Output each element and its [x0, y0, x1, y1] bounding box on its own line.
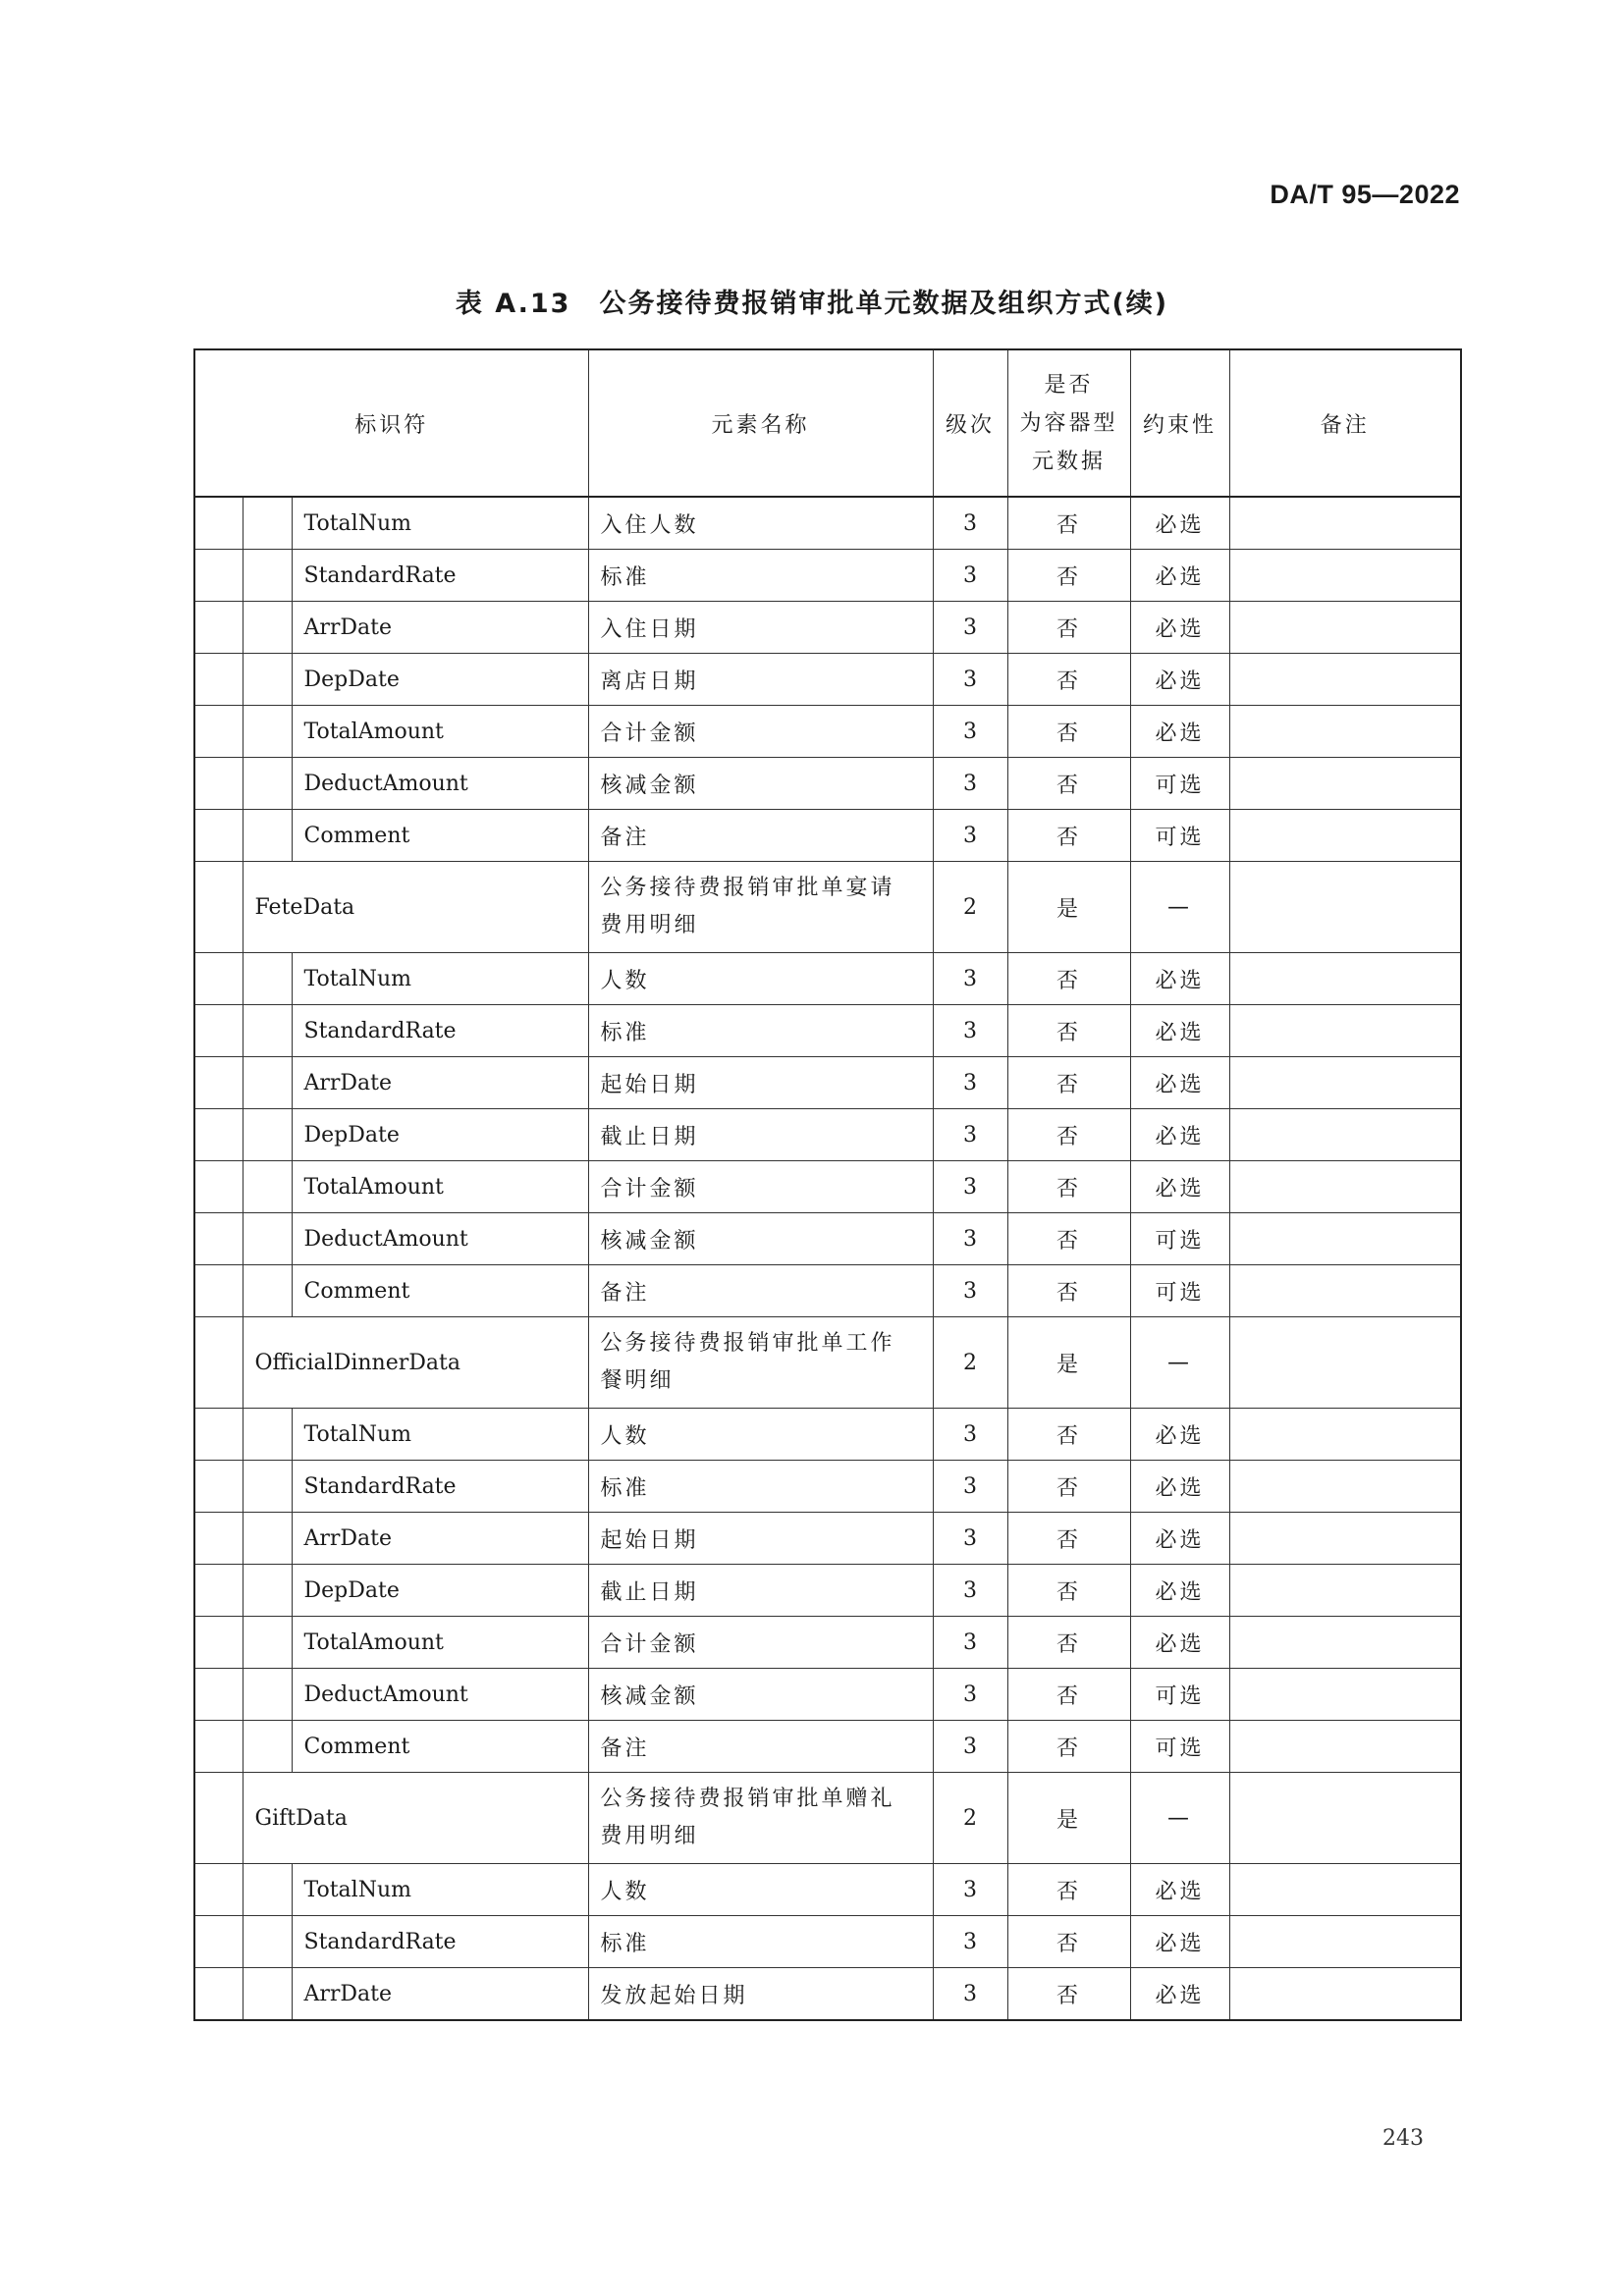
indent-cell [194, 1513, 243, 1565]
indent-cell [194, 1721, 243, 1773]
table-row [194, 1617, 1461, 1669]
indent-cell [243, 550, 292, 602]
col-header-container-line2: 为容器型 [1019, 410, 1118, 436]
indent-cell [243, 758, 292, 810]
identifier-cell: ArrDate [292, 1968, 588, 2021]
element-name-cell: 核减金额 [588, 1669, 933, 1721]
indent-cell [194, 1968, 243, 2021]
level-cell: 3 [933, 1617, 1007, 1669]
indent-cell [194, 758, 243, 810]
constraint-cell: — [1130, 1317, 1229, 1409]
table-row [194, 550, 1461, 602]
table-title: 表 A.13 公务接待费报销审批单元数据及组织方式(续) [455, 289, 1169, 319]
constraint-cell: 必选 [1130, 706, 1229, 758]
level-cell: 3 [933, 1409, 1007, 1461]
indent-cell [243, 1057, 292, 1109]
identifier-cell: Comment [292, 1265, 588, 1317]
indent-cell [243, 706, 292, 758]
indent-cell [194, 1057, 243, 1109]
level-cell: 3 [933, 1513, 1007, 1565]
element-name-cell: 人数 [588, 1409, 933, 1461]
indent-cell [194, 497, 243, 550]
level-cell: 3 [933, 550, 1007, 602]
indent-cell [243, 1721, 292, 1773]
container-cell: 否 [1007, 706, 1130, 758]
table-row [194, 1317, 1461, 1409]
table-row [194, 497, 1461, 550]
element-name-cell: 标准 [588, 1461, 933, 1513]
page-number: 243 [1382, 2126, 1424, 2151]
col-header-identifier: 标识符 [194, 349, 588, 497]
indent-cell [194, 1773, 243, 1864]
indent-cell [243, 1864, 292, 1916]
indent-cell [243, 1565, 292, 1617]
indent-cell [194, 602, 243, 654]
constraint-cell: 可选 [1130, 1669, 1229, 1721]
element-name-cell [588, 862, 933, 953]
remark-cell [1229, 1005, 1461, 1057]
indent-cell [243, 1005, 292, 1057]
constraint-cell: 必选 [1130, 1461, 1229, 1513]
element-name-cell: 入住日期 [588, 602, 933, 654]
indent-cell [243, 497, 292, 550]
table-row [194, 1669, 1461, 1721]
element-name-cell: 入住人数 [588, 497, 933, 550]
level-cell: 3 [933, 1005, 1007, 1057]
indent-cell [243, 602, 292, 654]
level-cell: 3 [933, 1721, 1007, 1773]
indent-cell [243, 1916, 292, 1968]
constraint-cell: 必选 [1130, 1916, 1229, 1968]
identifier-cell: TotalNum [292, 953, 588, 1005]
table-row [194, 1109, 1461, 1161]
level-cell: 3 [933, 1213, 1007, 1265]
remark-cell [1229, 1057, 1461, 1109]
constraint-cell: — [1130, 862, 1229, 953]
element-name-line2: 餐明细 [600, 1368, 675, 1393]
indent-cell [243, 1109, 292, 1161]
level-cell: 3 [933, 1565, 1007, 1617]
element-name-cell: 备注 [588, 1721, 933, 1773]
table-row [194, 953, 1461, 1005]
identifier-cell: StandardRate [292, 550, 588, 602]
remark-cell [1229, 1968, 1461, 2021]
container-cell: 是 [1007, 1317, 1130, 1409]
indent-cell [243, 1265, 292, 1317]
level-cell: 3 [933, 1916, 1007, 1968]
indent-cell [243, 1968, 292, 2021]
level-cell: 3 [933, 1669, 1007, 1721]
level-cell: 3 [933, 1161, 1007, 1213]
remark-cell [1229, 1916, 1461, 1968]
indent-cell [194, 1161, 243, 1213]
element-name-cell: 备注 [588, 810, 933, 862]
container-cell: 否 [1007, 602, 1130, 654]
indent-cell [194, 706, 243, 758]
indent-cell [194, 1005, 243, 1057]
indent-cell [194, 862, 243, 953]
indent-cell [243, 1461, 292, 1513]
indent-cell [194, 550, 243, 602]
identifier-cell: TotalNum [292, 1864, 588, 1916]
remark-cell [1229, 706, 1461, 758]
constraint-cell: 必选 [1130, 1968, 1229, 2021]
indent-cell [194, 1461, 243, 1513]
indent-cell [243, 654, 292, 706]
table-row [194, 1565, 1461, 1617]
level-cell: 3 [933, 706, 1007, 758]
remark-cell [1229, 1213, 1461, 1265]
container-cell: 否 [1007, 1721, 1130, 1773]
constraint-cell: 必选 [1130, 602, 1229, 654]
remark-cell [1229, 1864, 1461, 1916]
element-name-cell: 备注 [588, 1265, 933, 1317]
table-row [194, 1005, 1461, 1057]
element-name-cell: 标准 [588, 1916, 933, 1968]
identifier-cell: OfficialDinnerData [243, 1317, 588, 1409]
indent-cell [243, 1669, 292, 1721]
identifier-cell: StandardRate [292, 1916, 588, 1968]
col-header-remark: 备注 [1229, 349, 1461, 497]
identifier-cell: TotalAmount [292, 1161, 588, 1213]
remark-cell [1229, 1109, 1461, 1161]
table-row [194, 1409, 1461, 1461]
level-cell: 3 [933, 654, 1007, 706]
table-row [194, 1461, 1461, 1513]
indent-cell [194, 1669, 243, 1721]
identifier-cell: TotalNum [292, 1409, 588, 1461]
container-cell: 否 [1007, 1265, 1130, 1317]
container-cell: 否 [1007, 1513, 1130, 1565]
remark-cell [1229, 1317, 1461, 1409]
indent-cell [194, 953, 243, 1005]
level-cell: 3 [933, 1109, 1007, 1161]
table-row [194, 810, 1461, 862]
col-header-container-line3: 元数据 [1032, 449, 1107, 474]
table-row [194, 706, 1461, 758]
level-cell: 3 [933, 497, 1007, 550]
col-header-constraint: 约束性 [1130, 349, 1229, 497]
remark-cell [1229, 654, 1461, 706]
element-name-cell: 标准 [588, 1005, 933, 1057]
element-name-cell: 合计金额 [588, 1617, 933, 1669]
remark-cell [1229, 1461, 1461, 1513]
container-cell: 否 [1007, 1109, 1130, 1161]
constraint-cell: 必选 [1130, 654, 1229, 706]
level-cell: 3 [933, 1968, 1007, 2021]
element-name-cell: 起始日期 [588, 1513, 933, 1565]
remark-cell [1229, 1161, 1461, 1213]
remark-cell [1229, 1409, 1461, 1461]
element-name-line2: 费用明细 [600, 1824, 699, 1848]
remark-cell [1229, 953, 1461, 1005]
identifier-cell: GiftData [243, 1773, 588, 1864]
element-name-cell: 截止日期 [588, 1109, 933, 1161]
element-name-line1: 公务接待费报销审批单赠礼 [600, 1787, 895, 1811]
container-cell: 否 [1007, 654, 1130, 706]
constraint-cell: 必选 [1130, 953, 1229, 1005]
table-row [194, 654, 1461, 706]
identifier-cell: ArrDate [292, 1057, 588, 1109]
table-row [194, 862, 1461, 953]
constraint-cell: 可选 [1130, 1721, 1229, 1773]
metadata-table [193, 348, 1462, 2021]
table-row [194, 602, 1461, 654]
constraint-cell: 必选 [1130, 1565, 1229, 1617]
container-cell: 否 [1007, 550, 1130, 602]
container-cell: 否 [1007, 1409, 1130, 1461]
element-name-cell: 核减金额 [588, 1213, 933, 1265]
table-row [194, 1161, 1461, 1213]
remark-cell [1229, 1513, 1461, 1565]
col-header-level: 级次 [933, 349, 1007, 497]
indent-cell [243, 810, 292, 862]
container-cell: 否 [1007, 1161, 1130, 1213]
container-cell: 否 [1007, 953, 1130, 1005]
container-cell: 否 [1007, 1669, 1130, 1721]
identifier-cell: ArrDate [292, 602, 588, 654]
identifier-cell: ArrDate [292, 1513, 588, 1565]
remark-cell [1229, 1669, 1461, 1721]
identifier-cell: FeteData [243, 862, 588, 953]
level-cell: 3 [933, 1461, 1007, 1513]
table-body [194, 497, 1461, 2020]
identifier-cell: TotalAmount [292, 1617, 588, 1669]
indent-cell [243, 1513, 292, 1565]
indent-cell [194, 1213, 243, 1265]
standard-code: DA/T 95—2022 [1270, 180, 1460, 209]
constraint-cell: 必选 [1130, 1409, 1229, 1461]
identifier-cell: Comment [292, 1721, 588, 1773]
col-header-element-name: 元素名称 [588, 349, 933, 497]
remark-cell [1229, 1721, 1461, 1773]
element-name-cell: 离店日期 [588, 654, 933, 706]
col-header-container [1007, 349, 1130, 497]
constraint-cell: 可选 [1130, 1265, 1229, 1317]
element-name-cell [588, 1317, 933, 1409]
identifier-cell: StandardRate [292, 1005, 588, 1057]
container-cell: 是 [1007, 862, 1130, 953]
constraint-cell: 必选 [1130, 1617, 1229, 1669]
indent-cell [194, 654, 243, 706]
level-cell: 2 [933, 1773, 1007, 1864]
container-cell: 否 [1007, 1968, 1130, 2021]
element-name-cell [588, 1773, 933, 1864]
table-row [194, 1213, 1461, 1265]
identifier-cell: TotalNum [292, 497, 588, 550]
col-header-container-line1: 是否 [1044, 372, 1094, 398]
remark-cell [1229, 1565, 1461, 1617]
table-row [194, 1721, 1461, 1773]
element-name-cell: 标准 [588, 550, 933, 602]
constraint-cell: 必选 [1130, 1513, 1229, 1565]
table-row [194, 1864, 1461, 1916]
indent-cell [194, 1864, 243, 1916]
element-name-cell: 起始日期 [588, 1057, 933, 1109]
constraint-cell: — [1130, 1773, 1229, 1864]
level-cell: 3 [933, 1864, 1007, 1916]
level-cell: 3 [933, 953, 1007, 1005]
constraint-cell: 可选 [1130, 758, 1229, 810]
container-cell: 否 [1007, 810, 1130, 862]
constraint-cell: 可选 [1130, 810, 1229, 862]
constraint-cell: 可选 [1130, 1213, 1229, 1265]
identifier-cell: DepDate [292, 654, 588, 706]
level-cell: 2 [933, 862, 1007, 953]
element-name-line1: 公务接待费报销审批单工作 [600, 1331, 895, 1356]
indent-cell [243, 1213, 292, 1265]
table-row [194, 758, 1461, 810]
identifier-cell: DepDate [292, 1109, 588, 1161]
identifier-cell: DeductAmount [292, 758, 588, 810]
remark-cell [1229, 497, 1461, 550]
level-cell: 2 [933, 1317, 1007, 1409]
container-cell: 否 [1007, 1565, 1130, 1617]
identifier-cell: DeductAmount [292, 1669, 588, 1721]
indent-cell [194, 1617, 243, 1669]
container-cell: 否 [1007, 758, 1130, 810]
container-cell: 否 [1007, 1916, 1130, 1968]
container-cell: 否 [1007, 497, 1130, 550]
indent-cell [194, 1109, 243, 1161]
indent-cell [194, 1409, 243, 1461]
element-name-cell: 发放起始日期 [588, 1968, 933, 2021]
remark-cell [1229, 862, 1461, 953]
element-name-cell: 合计金额 [588, 1161, 933, 1213]
container-cell: 否 [1007, 1864, 1130, 1916]
container-cell: 否 [1007, 1617, 1130, 1669]
constraint-cell: 必选 [1130, 1109, 1229, 1161]
container-cell: 否 [1007, 1213, 1130, 1265]
container-cell: 否 [1007, 1461, 1130, 1513]
table-row [194, 1916, 1461, 1968]
indent-cell [194, 1565, 243, 1617]
header-row [194, 349, 1461, 497]
level-cell: 3 [933, 810, 1007, 862]
constraint-cell: 必选 [1130, 550, 1229, 602]
identifier-cell: DepDate [292, 1565, 588, 1617]
remark-cell [1229, 550, 1461, 602]
identifier-cell: DeductAmount [292, 1213, 588, 1265]
indent-cell [194, 1317, 243, 1409]
element-name-cell: 截止日期 [588, 1565, 933, 1617]
constraint-cell: 必选 [1130, 1161, 1229, 1213]
element-name-line1: 公务接待费报销审批单宴请 [600, 876, 895, 900]
level-cell: 3 [933, 602, 1007, 654]
remark-cell [1229, 602, 1461, 654]
element-name-cell: 人数 [588, 953, 933, 1005]
indent-cell [243, 1161, 292, 1213]
constraint-cell: 必选 [1130, 1057, 1229, 1109]
remark-cell [1229, 1773, 1461, 1864]
remark-cell [1229, 1617, 1461, 1669]
indent-cell [194, 810, 243, 862]
container-cell: 是 [1007, 1773, 1130, 1864]
element-name-line2: 费用明细 [600, 913, 699, 937]
constraint-cell: 必选 [1130, 497, 1229, 550]
element-name-cell: 核减金额 [588, 758, 933, 810]
identifier-cell: Comment [292, 810, 588, 862]
element-name-cell: 人数 [588, 1864, 933, 1916]
table-row [194, 1773, 1461, 1864]
identifier-cell: TotalAmount [292, 706, 588, 758]
level-cell: 3 [933, 758, 1007, 810]
level-cell: 3 [933, 1057, 1007, 1109]
container-cell: 否 [1007, 1005, 1130, 1057]
container-cell: 否 [1007, 1057, 1130, 1109]
indent-cell [243, 953, 292, 1005]
identifier-cell: StandardRate [292, 1461, 588, 1513]
indent-cell [194, 1916, 243, 1968]
table-row [194, 1265, 1461, 1317]
indent-cell [243, 1617, 292, 1669]
constraint-cell: 必选 [1130, 1005, 1229, 1057]
remark-cell [1229, 1265, 1461, 1317]
indent-cell [194, 1265, 243, 1317]
table-row [194, 1968, 1461, 2021]
constraint-cell: 必选 [1130, 1864, 1229, 1916]
table-row [194, 1513, 1461, 1565]
remark-cell [1229, 810, 1461, 862]
indent-cell [243, 1409, 292, 1461]
remark-cell [1229, 758, 1461, 810]
level-cell: 3 [933, 1265, 1007, 1317]
element-name-cell: 合计金额 [588, 706, 933, 758]
table-row [194, 1057, 1461, 1109]
